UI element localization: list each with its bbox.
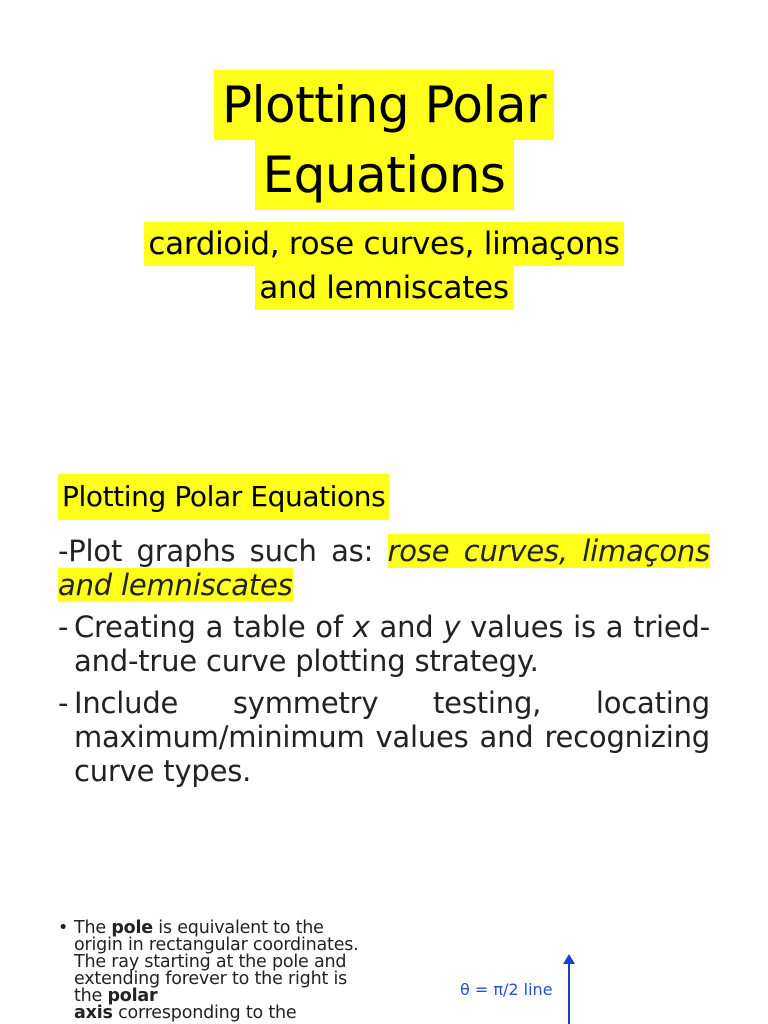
pole-term: pole: [111, 918, 153, 938]
subtitle-line-1: cardioid, rose curves, limaçons: [144, 222, 623, 266]
axis-term: axis: [74, 1003, 113, 1023]
bullet-text: Include symmetry testing, locating maximum/minimum values and recognizing curve types.: [74, 686, 710, 788]
arrow-head-icon: [563, 954, 575, 964]
highlighted-curves: rose curves, limaçons and lemniscates: [58, 534, 711, 602]
polar-term: polar: [107, 986, 158, 1006]
text-run: corresponding to the: [112, 1003, 297, 1023]
bullet-item: [58, 686, 710, 788]
text-run: Creating a table of: [74, 610, 353, 644]
text-run: is equivalent to the origin in rectangular coordinates. The ray starting at the pole and extending forever to the right is the: [74, 918, 359, 1006]
title-line-2: Equations: [255, 140, 514, 210]
bullet-text: [58, 534, 710, 602]
bullet-item: [58, 610, 710, 678]
bullet-list: [58, 534, 710, 796]
bullet-text: [74, 610, 710, 678]
pole-text: [74, 920, 368, 1022]
bullet-dot: •: [58, 918, 69, 938]
pole-description: [58, 920, 368, 1022]
section-heading: Plotting Polar Equations: [58, 474, 389, 520]
title-line-1: Plotting Polar: [214, 70, 554, 140]
theta-label: θ = π/2 line: [460, 980, 553, 999]
bullet-dash: -: [58, 686, 69, 720]
slide-subtitle: [0, 222, 768, 310]
slide-title: [0, 70, 768, 210]
var-y: y: [443, 610, 461, 644]
text-run: The: [74, 918, 112, 938]
var-x: x: [352, 610, 370, 644]
bullet-prefix: -Plot graphs such as:: [58, 534, 388, 568]
subtitle-line-2: and lemniscates: [255, 266, 512, 310]
bullet-item: [58, 534, 710, 602]
bullet-dash: -: [58, 610, 69, 644]
text-run: values is a tried-and-true curve plotting strategy.: [74, 610, 710, 678]
text-run: and: [369, 610, 444, 644]
